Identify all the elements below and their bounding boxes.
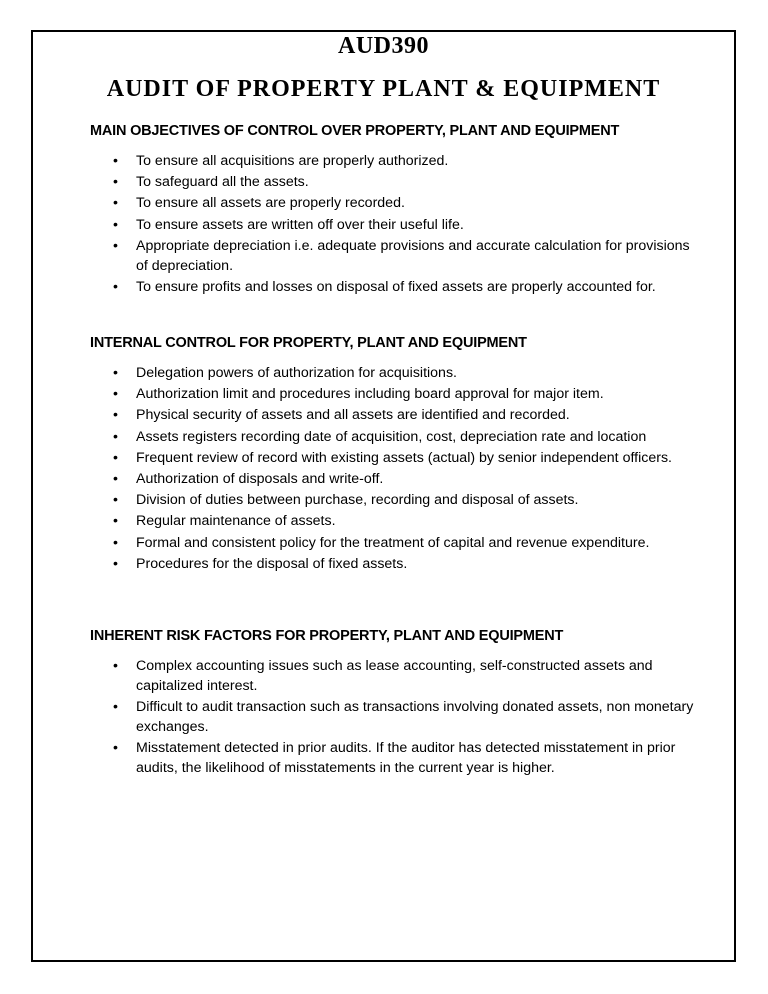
list-item-text: Difficult to audit transaction such as transactions involving donated assets, non monetary exchanges. (136, 699, 694, 736)
list-item (90, 405, 696, 425)
list-item (90, 656, 696, 696)
section-heading: MAIN OBJECTIVES OF CONTROL OVER PROPERTY, PLANT AND EQUIPMENT (90, 123, 620, 139)
bullet-icon: • (113, 237, 118, 254)
list-item (90, 554, 696, 574)
list-item (90, 448, 696, 468)
bullet-icon: • (113, 278, 118, 295)
list-item-text: To ensure all acquisitions are properly authorized. (136, 153, 449, 169)
list-item-text: Procedures for the disposal of fixed assets. (136, 555, 408, 572)
bullet-icon: • (113, 365, 118, 381)
section-inherent-risk (90, 628, 710, 780)
list-item (90, 215, 696, 235)
list-item (90, 490, 696, 510)
list-item (90, 236, 696, 276)
section-objectives (90, 123, 710, 298)
bullet-icon: • (113, 555, 118, 572)
list-item-text: Authorization limit and procedures including board approval for major item. (136, 386, 604, 403)
bullet-icon: • (113, 174, 118, 191)
list-item-text: To safeguard all the assets. (136, 174, 309, 191)
list-item (90, 427, 696, 447)
list-item-text: To ensure assets are written off over their useful life. (136, 216, 464, 233)
bullet-icon: • (113, 407, 118, 424)
bullet-icon: • (113, 470, 118, 487)
bullet-list (90, 151, 710, 297)
bullet-icon: • (113, 449, 118, 466)
list-item-text: To ensure profits and losses on disposal of fixed assets are properly accounted for. (136, 278, 656, 295)
list-item-text: Regular maintenance of assets. (136, 513, 336, 530)
list-item-text: Frequent review of record with existing assets (actual) by senior independent officers. (136, 449, 672, 466)
list-item (90, 384, 696, 404)
bullet-icon: • (113, 699, 118, 716)
list-item-text: Appropriate depreciation i.e. adequate provisions and accurate calculation for provisions of depreciation. (136, 237, 690, 274)
list-item-text: Misstatement detected in prior audits. If the auditor has detected misstatement in prior audits, the likelihood of misstatements in the current year is higher. (136, 740, 676, 777)
bullet-icon: • (113, 195, 118, 212)
list-item (90, 469, 696, 489)
bullet-icon: • (113, 740, 118, 757)
bullet-icon: • (113, 658, 118, 674)
list-item (90, 533, 696, 553)
section-heading: INTERNAL CONTROL FOR PROPERTY, PLANT AND EQUIPMENT (90, 335, 527, 351)
list-item-text: Authorization of disposals and write-off. (136, 470, 384, 487)
list-item-text: Complex accounting issues such as lease accounting, self-constructed assets and capitalized interest. (136, 658, 653, 694)
list-item (90, 277, 696, 297)
bullet-icon: • (113, 216, 118, 233)
document-title: AUDIT OF PROPERTY PLANT & EQUIPMENT (106, 76, 661, 102)
bullet-icon: • (113, 534, 118, 551)
list-item (90, 193, 696, 213)
list-item (90, 738, 696, 778)
bullet-icon: • (113, 153, 118, 169)
bullet-icon: • (113, 386, 118, 403)
bullet-list (90, 363, 710, 574)
list-item-text: Physical security of assets and all assets are identified and recorded. (136, 407, 570, 424)
list-item-text: Division of duties between purchase, recording and disposal of assets. (136, 492, 579, 509)
list-item-text: To ensure all assets are properly recorded. (136, 195, 405, 212)
list-item (90, 363, 696, 383)
section-internal-control (90, 335, 710, 575)
list-item (90, 172, 696, 192)
list-item (90, 697, 696, 737)
course-code: AUD390 (338, 33, 429, 59)
list-item-text: Delegation powers of authorization for acquisitions. (136, 365, 457, 381)
section-heading: INHERENT RISK FACTORS FOR PROPERTY, PLANT AND EQUIPMENT (90, 628, 564, 644)
bullet-list (90, 656, 710, 778)
list-item (90, 511, 696, 531)
list-item-text: Assets registers recording date of acquisition, cost, depreciation rate and location (136, 428, 647, 445)
bullet-icon: • (113, 513, 118, 530)
bullet-icon: • (113, 492, 118, 509)
bullet-icon: • (113, 428, 118, 445)
list-item-text: Formal and consistent policy for the treatment of capital and revenue expenditure. (136, 534, 650, 551)
list-item (90, 151, 696, 171)
